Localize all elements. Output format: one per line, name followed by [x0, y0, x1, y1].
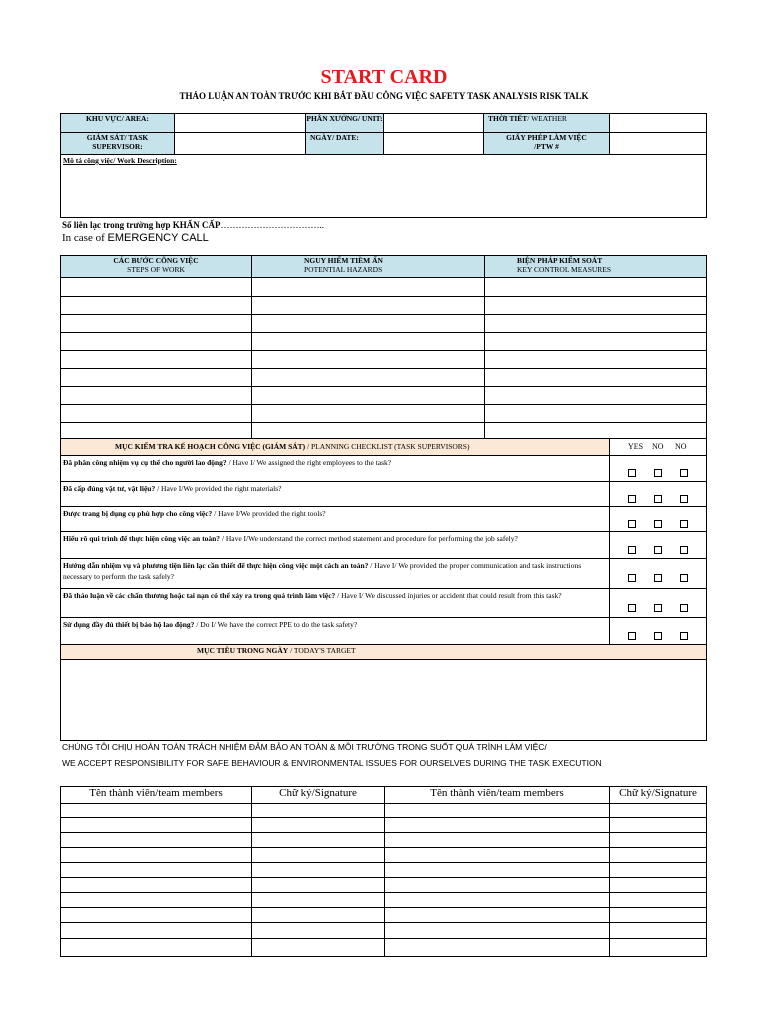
no-checkbox[interactable] [654, 546, 662, 554]
hazards-header [251, 255, 485, 278]
checklist-item-en: / Have I/ We assigned the right employees to the task? [226, 458, 392, 467]
work-description-label: Mô tả công việc/ Work Description: [63, 156, 177, 165]
checklist-answer-header [609, 438, 707, 456]
checklist-item [60, 617, 610, 646]
target-label-bold: MỤC TIÊU TRONG NGÀY [197, 646, 289, 655]
ptw-label [483, 132, 610, 155]
members-col1-header: Tên thành viên/team members [89, 787, 223, 799]
no-checkbox[interactable] [654, 574, 662, 582]
checklist-item-en: / Do I/ We have the correct PPE to do the task safety? [194, 620, 358, 629]
checklist-item-vn: Đã phân công nhiệm vụ cụ thể cho người lao động? [63, 458, 227, 467]
commitment-en: WE ACCEPT RESPONSIBILITY FOR SAFE BEHAVIOUR & ENVIRONMENTAL ISSUES FOR OURSELVES DURING THE TASK EXECUTION [62, 758, 602, 768]
checklist-answer-cell [609, 617, 707, 646]
checklist-item-vn: Đã cấp đủng vật tư, vật liệu? [63, 484, 156, 493]
no-checkbox[interactable] [654, 520, 662, 528]
na-checkbox[interactable] [680, 546, 688, 554]
weather-label-bold: THỜI TIẾT [488, 114, 528, 123]
checklist-item [60, 455, 610, 482]
steps-header [60, 255, 252, 278]
yes-checkbox[interactable] [628, 604, 636, 612]
checklist-answer-cell [609, 481, 707, 507]
na-checkbox[interactable] [680, 520, 688, 528]
checklist-item-vn: Hiểu rõ qui trình để thực hiện công việc an toàn? [63, 534, 221, 543]
steps-header-vn: CÁC BƯỚC CÔNG VIỆC [113, 256, 199, 265]
checklist-item [60, 506, 610, 532]
checklist-item-en: / Have I/We provided the right tools? [212, 509, 326, 518]
steps-row-line [60, 296, 707, 297]
emergency-line-1 [62, 220, 324, 230]
yes-checkbox[interactable] [628, 574, 636, 582]
yes-checkbox[interactable] [628, 520, 636, 528]
hazards-header-en: POTENTIAL HAZARDS [304, 265, 383, 274]
commitment-vn: CHÚNG TÔI CHỊU HOÀN TOÀN TRÁCH NHIỆM ĐẢM BẢO AN TOÀN & MÔI TRƯỜNG TRONG SUỐT QUÁ TRÌNH LÀM VIỆC/ [62, 742, 547, 752]
members-col3-header: Tên thành viên/team members [430, 787, 564, 799]
members-col4-header: Chữ ký/Signature [619, 787, 697, 799]
area-label-text: KHU VỰC/ AREA: [86, 114, 149, 123]
emergency-line-2 [62, 232, 209, 244]
page-title: START CARD [320, 66, 448, 88]
members-row-line [60, 862, 707, 863]
steps-divider-2 [484, 277, 485, 439]
checklist-answer-cell [609, 558, 707, 589]
work-description-box[interactable] [60, 154, 707, 218]
checklist-item-vn: Đã thảo luận về các chấn thương hoặc tai nạn có thể xảy ra trong quá trình làm việc? [63, 591, 336, 600]
date-label-text: NGÀY/ DATE: [310, 133, 359, 142]
yes-checkbox[interactable] [628, 546, 636, 554]
checklist-item [60, 558, 610, 589]
area-field[interactable] [174, 113, 306, 133]
steps-divider-1 [251, 277, 252, 439]
ptw-field[interactable] [609, 132, 707, 155]
unit-field[interactable] [383, 113, 484, 133]
checklist-header-rest: / PLANNING CHECKLIST (TASK SUPERVISORS) [305, 442, 470, 451]
checklist-answer-cell [609, 531, 707, 559]
emergency-dots[interactable]: …………………………….. [220, 220, 324, 230]
hazards-header-vn: NGUY HIỂM TIỀM ẨN [304, 256, 383, 265]
yes-checkbox[interactable] [628, 495, 636, 503]
steps-row-line [60, 332, 707, 333]
checklist-item-en: / Have I/ We provided the proper communication and task instructions necessary to perform the task safely? [63, 561, 582, 581]
weather-label [483, 113, 610, 133]
supervisor-field[interactable] [174, 132, 306, 155]
checklist-header-bold: MỤC KIỂM TRA KẾ HOẠCH CÔNG VIỆC (GIÁM SÁT) [115, 442, 306, 451]
members-row-line [60, 892, 707, 893]
members-row-line [60, 817, 707, 818]
yes-header: YES [628, 442, 644, 451]
no-checkbox[interactable] [654, 469, 662, 477]
weather-label-rest: / WEATHER [527, 114, 567, 123]
no-checkbox[interactable] [654, 604, 662, 612]
page-subtitle: THẢO LUẬN AN TOÀN TRƯỚC KHI BẮT ĐẦU CÔNG VIỆC SAFETY TASK ANALYSIS RISK TALK [179, 91, 589, 101]
checklist-header [60, 438, 610, 456]
steps-body[interactable] [60, 277, 707, 439]
na-checkbox[interactable] [680, 495, 688, 503]
members-divider-2 [384, 786, 385, 957]
controls-header-en: KEY CONTROL MEASURES [517, 265, 612, 274]
supervisor-label [60, 132, 175, 155]
yes-checkbox[interactable] [628, 469, 636, 477]
members-row-line [60, 832, 707, 833]
no-checkbox[interactable] [654, 632, 662, 640]
no-checkbox[interactable] [654, 495, 662, 503]
na-checkbox[interactable] [680, 469, 688, 477]
unit-label-text: PHÂN XƯỞNG/ UNIT: [306, 114, 383, 123]
ptw-label-text: GIẤY PHÉP LÀM VIỆC /PTW # [506, 133, 587, 151]
checklist-item-vn: Hướng dẫn nhiệm vụ và phương tiện liên lạc cần thiết để thực hiện công việc một cách an toàn? [63, 561, 369, 570]
area-label [60, 113, 175, 133]
na-checkbox[interactable] [680, 574, 688, 582]
date-field[interactable] [383, 132, 484, 155]
checklist-answer-cell [609, 455, 707, 482]
emergency-label-en-a: In case of [62, 232, 108, 244]
members-col2-header: Chữ ký/Signature [279, 787, 357, 799]
no-header: NO [652, 442, 664, 451]
emergency-label-vn: Số liên lạc trong trường hợp KHẨN CẤP [62, 220, 221, 230]
target-header [60, 644, 707, 660]
checklist-item-vn: Được trang bị dụng cụ phù hợp cho công việc? [63, 509, 213, 518]
checklist-answer-cell [609, 506, 707, 532]
yes-checkbox[interactable] [628, 632, 636, 640]
steps-row-line [60, 314, 707, 315]
supervisor-label-text: GIÁM SÁT/ TASK SUPERVISOR: [86, 133, 149, 151]
steps-row-line [60, 350, 707, 351]
checklist-item [60, 481, 610, 507]
members-row-line [60, 847, 707, 848]
checklist-item [60, 531, 610, 559]
date-label [305, 132, 384, 155]
controls-header-vn: BIỆN PHÁP KIỂM SOÁT [517, 256, 603, 265]
steps-row-line [60, 404, 707, 405]
unit-label [305, 113, 384, 133]
steps-row-line [60, 368, 707, 369]
steps-header-en: STEPS OF WORK [127, 265, 185, 274]
checklist-item-vn: Sử dụng đầy đủ thiết bị bảo hộ lao động? [63, 620, 195, 629]
na-checkbox[interactable] [680, 632, 688, 640]
na-header: NO [675, 442, 687, 451]
members-divider-3 [609, 786, 610, 957]
steps-row-line [60, 422, 707, 423]
weather-field[interactable] [609, 113, 707, 133]
members-row-line [60, 803, 707, 804]
steps-row-line [60, 386, 707, 387]
controls-header [484, 255, 707, 278]
checklist-item-en: / Have I/We provided the right materials? [155, 484, 282, 493]
members-row-line [60, 907, 707, 908]
checklist-item-en: / Have I/We understand the correct method statement and procedure for performing the job safely? [220, 534, 518, 543]
checklist-item [60, 588, 610, 618]
emergency-label-en-b: EMERGENCY CALL [107, 232, 209, 244]
members-row-line [60, 922, 707, 923]
target-label-rest: / TODAY'S TARGET [288, 646, 356, 655]
members-row-line [60, 877, 707, 878]
target-box[interactable] [60, 659, 707, 741]
checklist-answer-cell [609, 588, 707, 618]
members-row-line [60, 938, 707, 939]
members-divider-1 [251, 786, 252, 957]
na-checkbox[interactable] [680, 604, 688, 612]
checklist-item-en: / Have I/ We discussed injuries or accident that could result from this task? [335, 591, 562, 600]
